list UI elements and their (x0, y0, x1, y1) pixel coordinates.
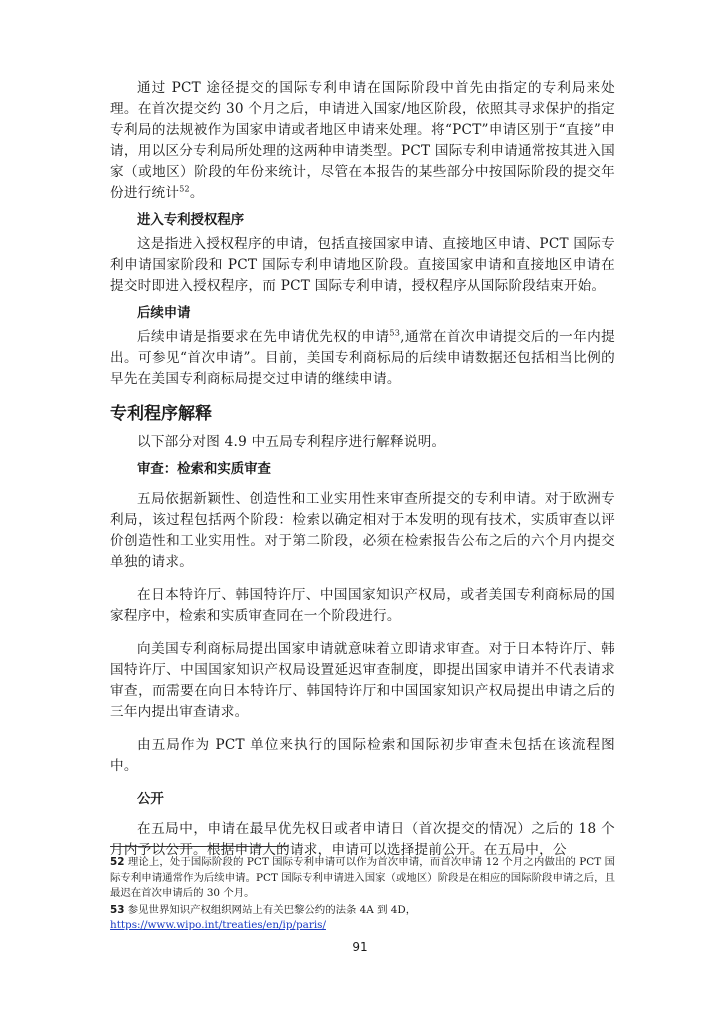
section-title-patent-procedures: 专利程序解释 (110, 404, 212, 424)
footnote-number: 53 (110, 903, 125, 916)
footnote-ref-52[interactable]: 52 (179, 184, 190, 194)
footnotes (110, 855, 615, 935)
footnote-divider (110, 846, 288, 847)
paragraph-pct-search: 由五局作为 PCT 单位来执行的国际检索和国际初步审查未包括在该流程图中。 (110, 737, 615, 774)
paragraph-national-procedures: 在日本特许厅、韩国特许厅、中国国家知识产权局，或者美国专利商标局的国家程序中，检索和实质审查同在一个阶段进行。 (110, 587, 615, 624)
footnote-text: 参见世界知识产权组织网站上有关巴黎公约的法条 4A 到 4D， (124, 903, 417, 916)
footnote-52 (110, 855, 615, 902)
page-body (110, 78, 615, 861)
heading-entry-grant-procedure: 进入专利授权程序 (137, 213, 245, 228)
page-number: 91 (352, 940, 368, 954)
paragraph-text-cont: ,通常在首次申请提交后的一年内提出。可参见“首次申请”。目前，美国专利商标局的后续申请数据还包括相当比例的早先在美国专利商标局提交过申请的继续申请。 (110, 329, 615, 387)
footnote-text: 理论上，处于国际阶段的 PCT 国际专利申请可以作为首次申请，而首次申请 12 个月之内做出的 PCT 国际专利申请通常作为后续申请。PCT 国际专利申请进入国家（或地区）阶段是在相应的国际阶段申请之后，且最迟在首次申请后的 30 个月。 (110, 856, 615, 900)
paragraph-entry-grant: 这是指进入授权程序的申请，包括直接国家申请、直接地区申请、PCT 国际专利申请国家阶段和 PCT 国际专利申请地区阶段。直接国家申请和直接地区申请在提交时即进入授权程序，而 PCT 国际专利申请，授权程序从国际阶段结束开始。 (110, 236, 615, 294)
footnote-53 (110, 903, 615, 934)
footnote-number: 52 (110, 856, 125, 868)
paragraph-subsequent (110, 327, 615, 390)
paragraph-pct-applications (110, 78, 615, 204)
paragraph-publication: 在五局中，申请在最早优先权日或者申请日（首次提交的情况）之后的 18 个月内予以公开。根据申请人的请求，申请可以选择提前公开。在五局中，公 (110, 821, 615, 858)
heading-publication: 公开 (137, 792, 164, 807)
footnote-ref-53[interactable]: 53 (389, 328, 401, 338)
heading-examination: 审查：检索和实质审查 (137, 462, 271, 477)
paragraph-deferred-examination: 向美国专利商标局提出国家申请就意味着立即请求审查。对于日本特许厅、韩国特许厅、中国国家知识产权局设置延迟审查制度，即提出国家申请并不代表请求审查，而需要在向日本特许厅、韩国特许厅和中国国家知识产权局提出申请之后的三年内提出审查请求。 (110, 641, 615, 720)
paragraph-text: 后续申请是指要求在先申请优先权的申请 (137, 329, 390, 345)
heading-subsequent-applications: 后续申请 (137, 306, 191, 321)
wipo-paris-link[interactable]: https://www.wipo.int/treaties/en/ip/paris/ (110, 919, 326, 932)
paragraph-examination: 五局依据新颖性、创造性和工业实用性来审查所提交的专利申请。对于欧洲专利局，该过程包括两个阶段：检索以确定相对于本发明的现有技术，实质审查以评价创造性和工业实用性。对于第二阶段，必须在检索报告公布之后的六个月内提交单独的请求。 (110, 491, 615, 570)
paragraph-text: 通过 PCT 途径提交的国际专利申请在国际阶段中首先由指定的专利局来处理。在首次提交约 30 个月之后，申请进入国家/地区阶段，依照其寻求保护的指定专利局的法规被作为国家申请或者地区申请来处理。将“PCT”申请区别于“直接”申请，用以区分专利局所处理的这两种申请类型。PCT 国际专利申请通常按其进入国家（或地区）阶段的年份来统计，尽管在本报告的某些部分中按国际阶段的提交年份进行统计 (110, 80, 615, 201)
paragraph-text-end: 。 (189, 185, 204, 201)
paragraph-intro: 以下部分对图 4.9 中五局专利程序进行解释说明。 (137, 434, 446, 450)
